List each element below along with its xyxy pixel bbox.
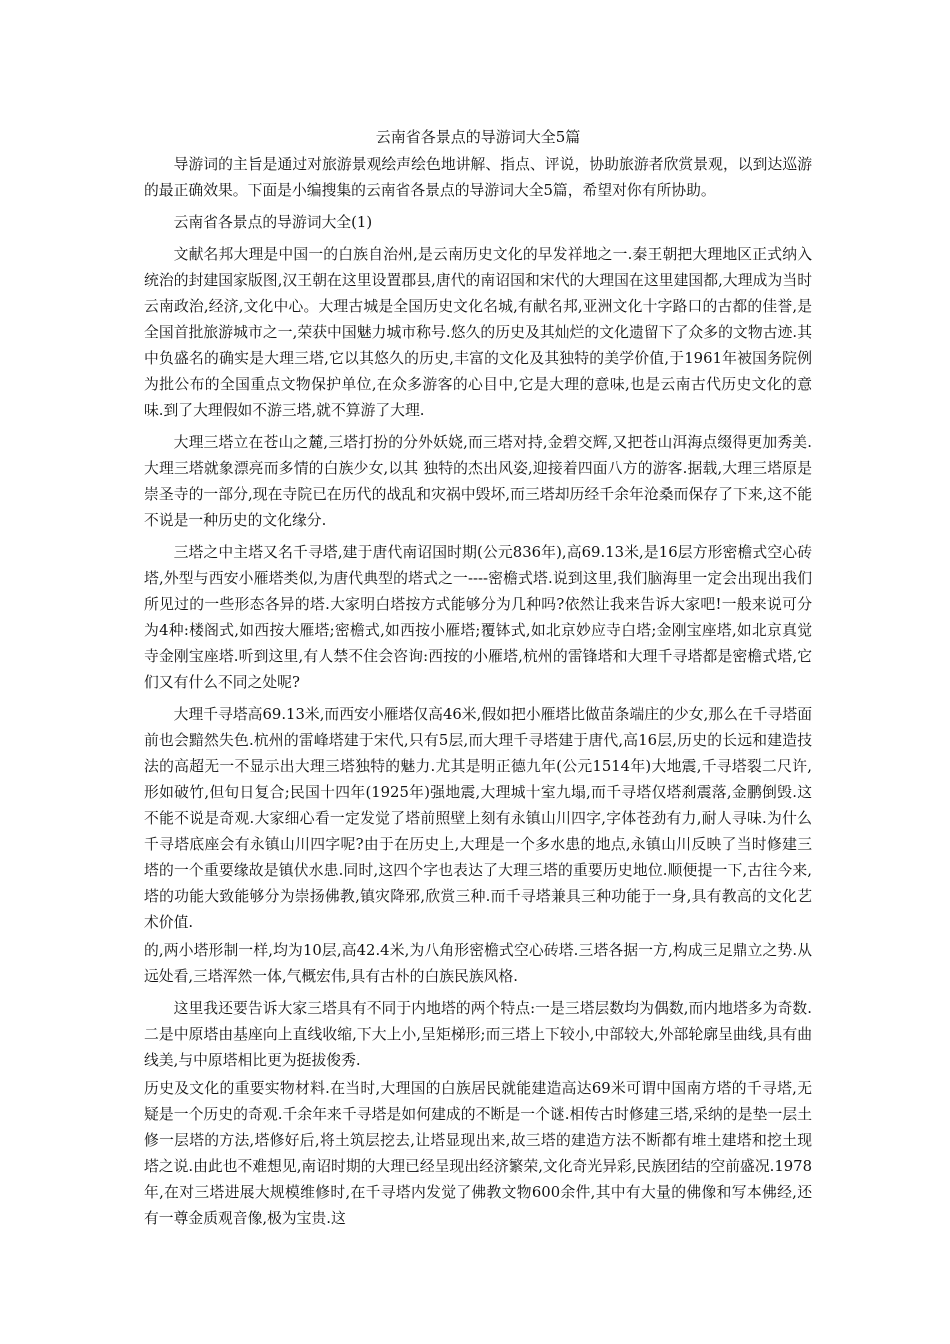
- section-heading: 云南省各景点的导游词大全(1): [173, 214, 373, 231]
- paragraph-small-pagodas: 的,两小塔形制一样,均为10层,高42.4米,为八角形密檐式空心砖塔.三塔各据一方,构成三足鼎立之势.从远处看,三塔浑然一体,气概宏伟,具有古朴的白族民族风格.: [144, 942, 812, 985]
- paragraph-features: 这里我还要告诉大家三塔具有不同于内地塔的两个特点:一是三塔层数均为偶数,而内地塔多为奇数.二是中原塔由基座向上直线收缩,下大上小,呈矩梯形;而三塔上下较小,中部较大,外部轮廓呈曲线,具有曲线美,与中原塔相比更为挺拔俊秀.: [144, 1000, 812, 1069]
- document-body: [144, 124, 812, 1238]
- paragraph-dali-intro: 文献名邦大理是中国一的白族自治州,是云南历史文化的早发祥地之一.秦王朝把大理地区正式纳入统治的封建国家版图,汉王朝在这里设置郡县,唐代的南诏国和宋代的大理国在这里建国都,大理成为当时云南政治,经济,文化中心。大理古城是全国历史文化名城,有献名邦,亚洲文化十字路口的古都的佳誉,是全国首批旅游城市之一,荣获中国魅力城市称号.悠久的历史及其灿烂的文化遗留下了众多的文物古迹.其中负盛名的确实是大理三塔,它以其悠久的历史,丰富的文化及其独特的美学价值,于1961年被国务院例为批公布的全国重点文物保护单位,在众多游客的心目中,它是大理的意味,也是云南古代历史文化的意味.到了大理假如不游三塔,就不算游了大理.: [144, 246, 812, 419]
- document-title: 云南省各景点的导游词大全5篇: [375, 128, 581, 146]
- intro-paragraph: 导游词的主旨是通过对旅游景观绘声绘色地讲解、指点、评说，协助旅游者欣赏景观，以到达巡游的最正确效果。下面是小编搜集的云南省各景点的导游词大全5篇，希望对你有所协助。: [144, 156, 812, 199]
- paragraph-history-materials: 历史及文化的重要实物材料.在当时,大理国的白族居民就能建造高达69米可谓中国南方塔的千寻塔,无疑是一个历史的奇观.千余年来千寻塔是如何建成的不断是一个谜.相传古时修建三塔,采纳的是垫一层土修一层塔的方法,塔修好后,将土筑层挖去,让塔显现出来,故三塔的建造方法不断都有堆土建塔和挖土现塔之说.由此也不难想见,南诏时期的大理已经呈现出经济繁荣,文化奇光异彩,民族团结的空前盛况.1978年,在对三塔进展大规模维修时,在千寻塔内发觉了佛教文物600余件,其中有大量的佛像和写本佛经,还有一尊金质观音像,极为宝贵.这: [144, 1080, 812, 1227]
- paragraph-height-comparison: 大理千寻塔高69.13米,而西安小雁塔仅高46米,假如把小雁塔比做苗条端庄的少女,那么在千寻塔面前也会黯然失色.杭州的雷峰塔建于宋代,只有5层,而大理千寻塔建于唐代,高16层,历史的长远和建造技法的高超无一不显示出大理三塔独特的魅力.尤其是明正德九年(公元1514年)大地震,千寻塔裂二尺许,形如破竹,但旬日复合;民国十四年(1925年)强地震,大理城十室九塌,而千寻塔仅塔刹震落,金鹏倒毁.这不能不说是奇观.大家细心看一定发觉了塔前照壁上刻有永镇山川四字,字体苍劲有力,耐人寻味.为什么 千寻塔底座会有永镇山川四字呢?由于在历史上,大理是一个多水患的地点,永镇山川反映了当时修建三塔的一个重要缘故是镇伏水患.同时,这四个字也表达了大理三塔的重要历史地位.顺便提一下,古往今来,塔的功能大致能够分为崇扬佛教,镇灾降邪,欣赏三种.而千寻塔兼具三种功能于一身,具有教高的文化艺术价值.: [144, 706, 812, 931]
- paragraph-qianxun-pagoda: 三塔之中主塔又名千寻塔,建于唐代南诏国时期(公元836年),高69.13米,是16层方形密檐式空心砖塔,外型与西安小雁塔类似,为唐代典型的塔式之一----密檐式塔.说到这里,我们脑海里一定会出现出我们所见过的一些形态各异的塔.大家明白塔按方式能够分为几种吗?依然让我来告诉大家吧!一般来说可分为4种:楼阁式,如西按大雁塔;密檐式,如西按小雁塔;覆钵式,如北京妙应寺白塔;金刚宝座塔,如北京真觉寺金刚宝座塔.听到这里,有人禁不住会咨询:西按的小雁塔,杭州的雷锋塔和大理千寻塔都是密檐式塔,它们又有什么不同之处呢?: [144, 544, 812, 691]
- paragraph-three-pagodas: 大理三塔立在苍山之麓,三塔打扮的分外妖娆,而三塔对持,金碧交辉,又把苍山洱海点缀得更加秀美.大理三塔就象漂亮而多情的白族少女,以其 独特的杰出风姿,迎接着四面八方的游客.据载,大理三塔原是崇圣寺的一部分,现在寺院已在历代的战乱和灾祸中毁坏,而三塔却历经千余年沧桑而保存了下来,这不能不说是一种历史的文化缘分.: [144, 434, 812, 529]
